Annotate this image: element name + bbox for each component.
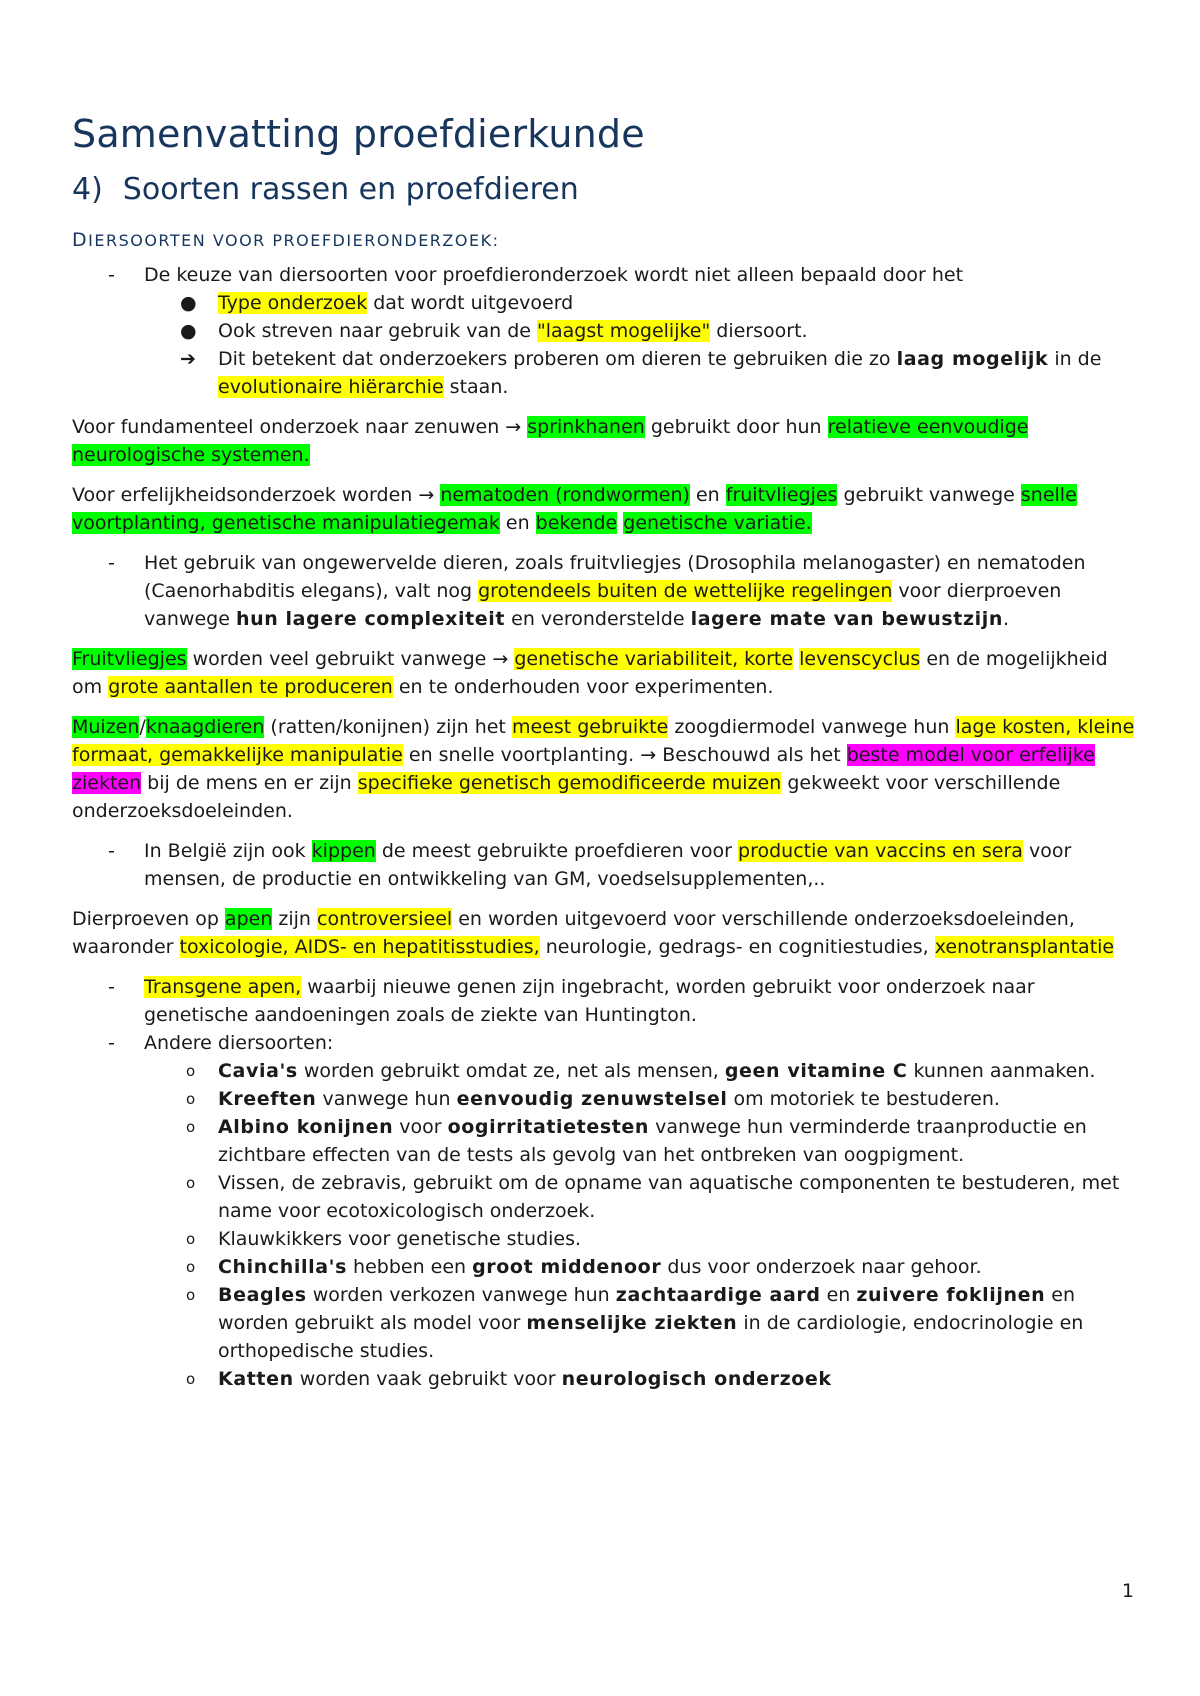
dash-list-2 [72, 549, 1140, 633]
bullet-list-1 [72, 289, 1140, 401]
dash-list-1 [72, 261, 1140, 289]
page-number: 1 [1121, 1580, 1134, 1602]
paragraph-fruitvliegjes: Fruitvliegjes worden veel gebruikt vanwege → genetische variabiliteit, korte levenscyclus en de mogelijkheid om grote aantallen te produceren en te onderhouden voor experimenten. [72, 648, 1108, 698]
list-item: ● Type onderzoek dat wordt uitgevoerd [72, 289, 1140, 317]
section-title: Soorten rassen en proefdieren [122, 172, 579, 207]
dash-list-4 [72, 973, 1140, 1057]
arrow-icon: → [418, 484, 435, 506]
list-item: - Het gebruik van ongewervelde dieren, zoals fruitvliegjes (Drosophila melanogaster) en nematoden (Caenorhabditis elegans), valt nog grotendeels buiten de wettelijke regelingen voor dierproeven vanwege hun lagere complexiteit en veronderstelde lagere mate van bewustzijn. [72, 549, 1140, 633]
list-item: o Albino konijnen voor oogirritatietesten vanwege hun verminderde traanproductie en zichtbare effecten van de tests als gevolg van het ontbreken van oogpigment. [72, 1113, 1140, 1169]
arrow-icon: → [640, 744, 657, 766]
list-item: o Kreeften vanwege hun eenvoudig zenuwstelsel om motoriek te bestuderen. [72, 1085, 1140, 1113]
species-list [72, 1057, 1140, 1393]
bullet-icon: ● [180, 320, 197, 342]
list-item: o Klauwkikkers voor genetische studies. [72, 1225, 1140, 1253]
list-item: o Katten worden vaak gebruikt voor neurologisch onderzoek [72, 1365, 1140, 1393]
list-item: - Andere diersoorten: [72, 1029, 1140, 1057]
circle-bullet-icon: o [186, 1062, 196, 1080]
arrow-icon: → [492, 648, 509, 670]
paragraph-erfelijkheid: Voor erfelijkheidsonderzoek worden → nematoden (rondwormen) en fruitvliegjes gebruikt vanwege snelle voortplanting, genetische manipulatiegemak en bekende genetische variatie. [72, 484, 1077, 534]
circle-bullet-icon: o [186, 1286, 196, 1304]
arrow-icon: → [505, 416, 522, 438]
circle-bullet-icon: o [186, 1174, 196, 1192]
paragraph-muizen: Muizen/knaagdieren (ratten/konijnen) zijn het meest gebruikte zoogdiermodel vanwege hun lage kosten, kleine formaat, gemakkelijke manipulatie en snelle voortplanting. → Beschouwd als het beste model voor erfelijke ziekten bij de mens en er zijn specifieke genetisch gemodificeerde muizen gekweekt voor verschillende onderzoeksdoeleinden. [72, 716, 1135, 822]
circle-bullet-icon: o [186, 1118, 196, 1136]
subheading: DIERSOORTEN VOOR PROEFDIERONDERZOEK: [72, 229, 500, 251]
list-item: - Transgene apen, waarbij nieuwe genen zijn ingebracht, worden gebruikt voor onderzoek naar genetische aandoeningen zoals de ziekte van Huntington. [72, 973, 1140, 1029]
paragraph-sprinkhanen: Voor fundamenteel onderzoek naar zenuwen → sprinkhanen gebruikt door hun relatieve eenvoudige neurologische systemen. [72, 416, 1029, 466]
list-item: o Vissen, de zebravis, gebruikt om de opname van aquatische componenten te bestuderen, met name voor ecotoxicologisch onderzoek. [72, 1169, 1140, 1225]
paragraph-apen: Dierproeven op apen zijn controversieel en worden uitgevoerd voor verschillende onderzoeksdoeleinden, waaronder toxicologie, AIDS- en hepatitisstudies, neurologie, gedrags- en cognitiestudies, xenotransplantatie [72, 908, 1115, 958]
dash-list-3 [72, 837, 1140, 893]
circle-bullet-icon: o [186, 1090, 196, 1108]
circle-bullet-icon: o [186, 1370, 196, 1388]
arrow-icon: ➔ [180, 348, 196, 370]
circle-bullet-icon: o [186, 1230, 196, 1248]
list-item: o Beagles worden verkozen vanwege hun zachtaardige aard en zuivere foklijnen en worden gebruikt als model voor menselijke ziekten in de cardiologie, endocrinologie en orthopedische studies. [72, 1281, 1140, 1365]
section-heading [72, 168, 1140, 212]
circle-bullet-icon: o [186, 1258, 196, 1276]
list-item: o Cavia's worden gebruikt omdat ze, net als mensen, geen vitamine C kunnen aanmaken. [72, 1057, 1140, 1085]
list-item: o Chinchilla's hebben een groot middenoor dus voor onderzoek naar gehoor. [72, 1253, 1140, 1281]
list-item: ➔ Dit betekent dat onderzoekers proberen om dieren te gebruiken die zo laag mogelijk in de evolutionaire hiërarchie staan. [72, 345, 1140, 401]
list-item: ● Ook streven naar gebruik van de "laagst mogelijke" diersoort. [72, 317, 1140, 345]
list-item: - De keuze van diersoorten voor proefdieronderzoek wordt niet alleen bepaald door het [72, 261, 1140, 289]
bullet-icon: ● [180, 292, 197, 314]
section-number: 4) [72, 172, 103, 207]
document-title: Samenvatting proefdierkunde [72, 112, 645, 156]
list-item: - In België zijn ook kippen de meest gebruikte proefdieren voor productie van vaccins en sera voor mensen, de productie en ontwikkeling van GM, voedselsupplementen,.. [72, 837, 1140, 893]
